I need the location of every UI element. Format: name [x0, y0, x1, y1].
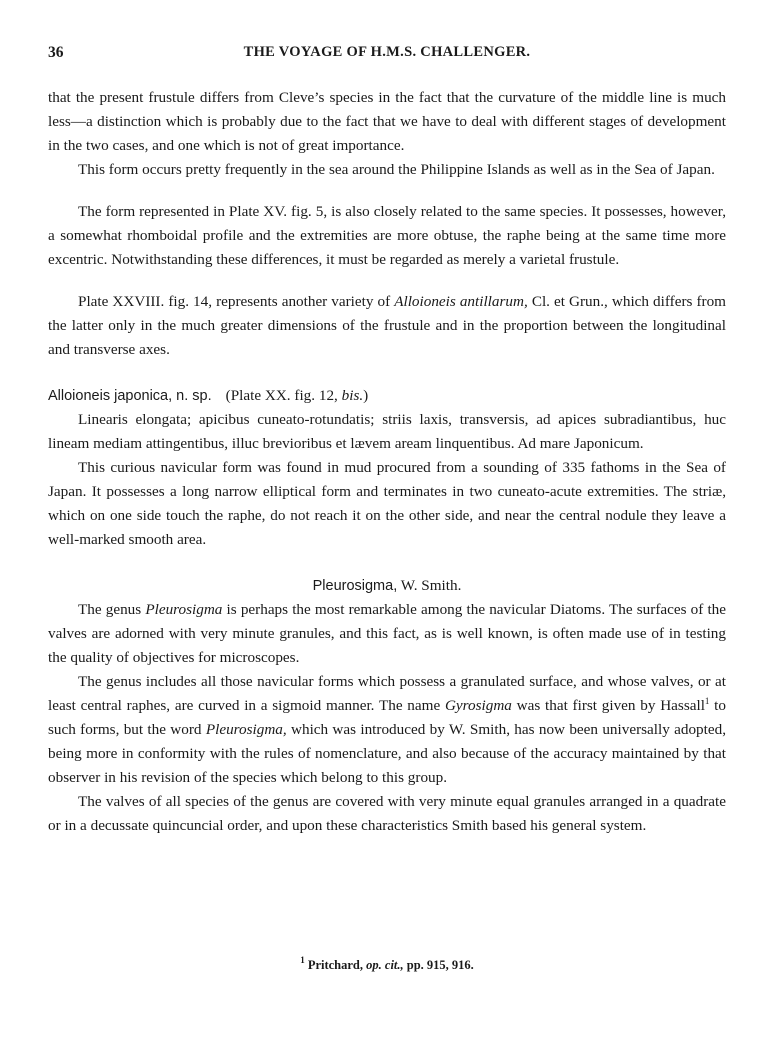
species-plate-ref [226, 387, 369, 404]
running-title: THE VOYAGE OF H.M.S. CHALLENGER. [243, 44, 531, 60]
species-heading [48, 384, 726, 408]
page-number: 36 [48, 44, 64, 61]
latin-description: Linearis elongata; apicibus cuneato-rotundatis; striis laxis, transversis, ad apices subradiantibus, huc lineam mediam attingentibus, illuc brevioribus et lævem aream linquentibus. Ad mare Japonicum. [48, 411, 726, 452]
paragraph-plate-xv [48, 200, 726, 272]
genus-paragraph-3: The valves of all species of the genus are covered with very minute equal granules arranged in a quadrate or in a decussate quincuncial order, and upon these characteristics Smith based his general system. [48, 793, 726, 834]
g2-gyrosigma: Gyrosigma [444, 697, 512, 714]
plate-ref-after: ) [363, 387, 369, 404]
genus-paragraph-2 [48, 670, 726, 790]
p4-text-before: Plate XXVIII. fig. 14, represents another variety of [78, 293, 395, 310]
footnote [48, 955, 726, 973]
g1-before: The genus [78, 601, 146, 618]
g1-after: is perhaps the most remarkable among the navicular Diatoms. The surfaces of the valves are adorned with very minute granules, and this fact, as is well known, is often made use of in testing the quality of objectives for microscopes. [48, 601, 727, 666]
species-name-antillarum: Alloioneis antillarum, [394, 293, 528, 310]
footnote-after: pp. 915, 916. [403, 958, 474, 972]
footnote-marker: 1 [704, 696, 710, 706]
plate-ref-bis: bis. [341, 387, 364, 404]
footnote-mark: 1 [300, 955, 305, 965]
plate-ref-before: (Plate XX. fig. 12, [225, 387, 342, 404]
p4-text-after: Cl. et Grun., which differs from the latter only in the much greater dimensions of the frustule and in the proportion between the longitudinal and transverse axes. [48, 293, 726, 358]
english-description: This curious navicular form was found in mud procured from a sounding of 335 fathoms in the Sea of Japan. It possesses a long narrow elliptical form and terminates in two cuneato-acute extremities. The striæ, which on one side touch the raphe, do not reach it on the other side, and near the central nodule they leave a well-marked smooth area. [48, 459, 726, 548]
paragraph-plate-xv-text: The form represented in Plate XV. fig. 5, is also closely related to the same species. It possesses, however, a somewhat rhomboidal profile and the extremities are more obtuse, the raphe being at the same time more excentric. Notwithstanding these differences, it must be regarded as merely a varietal frustule. [48, 203, 726, 268]
g2-part1: The genus includes all those navicular forms which possess a granulated surface, and whose valves, or at least central raphes, are curved in a sigmoid manner. The name [48, 673, 726, 714]
genus-heading-author: W. Smith. [397, 577, 462, 594]
genus-heading [48, 574, 726, 598]
footnote-op-cit: op. cit., [366, 958, 404, 972]
g2-part2: was that first given by Hassall [511, 697, 705, 714]
paragraph-continuation: that the present frustule differs from Cleve’s species in the fact that the curvature of the middle line is much less—a distinction which is probably due to the fact that we have to deal with different stages of development in the two cases, and one which is not of great importance. [48, 89, 726, 154]
page-header [48, 44, 726, 64]
footnote-before: Pritchard, [304, 958, 367, 972]
g2-pleurosigma: Pleurosigma, [205, 721, 287, 738]
species-title: Alloioneis japonica, n. sp. [48, 388, 212, 404]
paragraph-distribution: This form occurs pretty frequently in the sea around the Philippine Islands as well as in the Sea of Japan. [78, 161, 715, 178]
genus-paragraph-1 [48, 598, 726, 670]
g2-part4: which was introduced by W. Smith, has now been universally adopted, being more in conformity with the rules of nomenclature, and also because of the accuracy maintained by that observer in his revision of the species which belong to this group. [48, 721, 726, 786]
g1-genus: Pleurosigma [145, 601, 223, 618]
g2-part3: to such forms, but the word [48, 697, 726, 738]
body-text [48, 86, 726, 838]
genus-heading-name: Pleurosigma, [312, 578, 398, 594]
paragraph-plate-xxviii [48, 290, 726, 362]
